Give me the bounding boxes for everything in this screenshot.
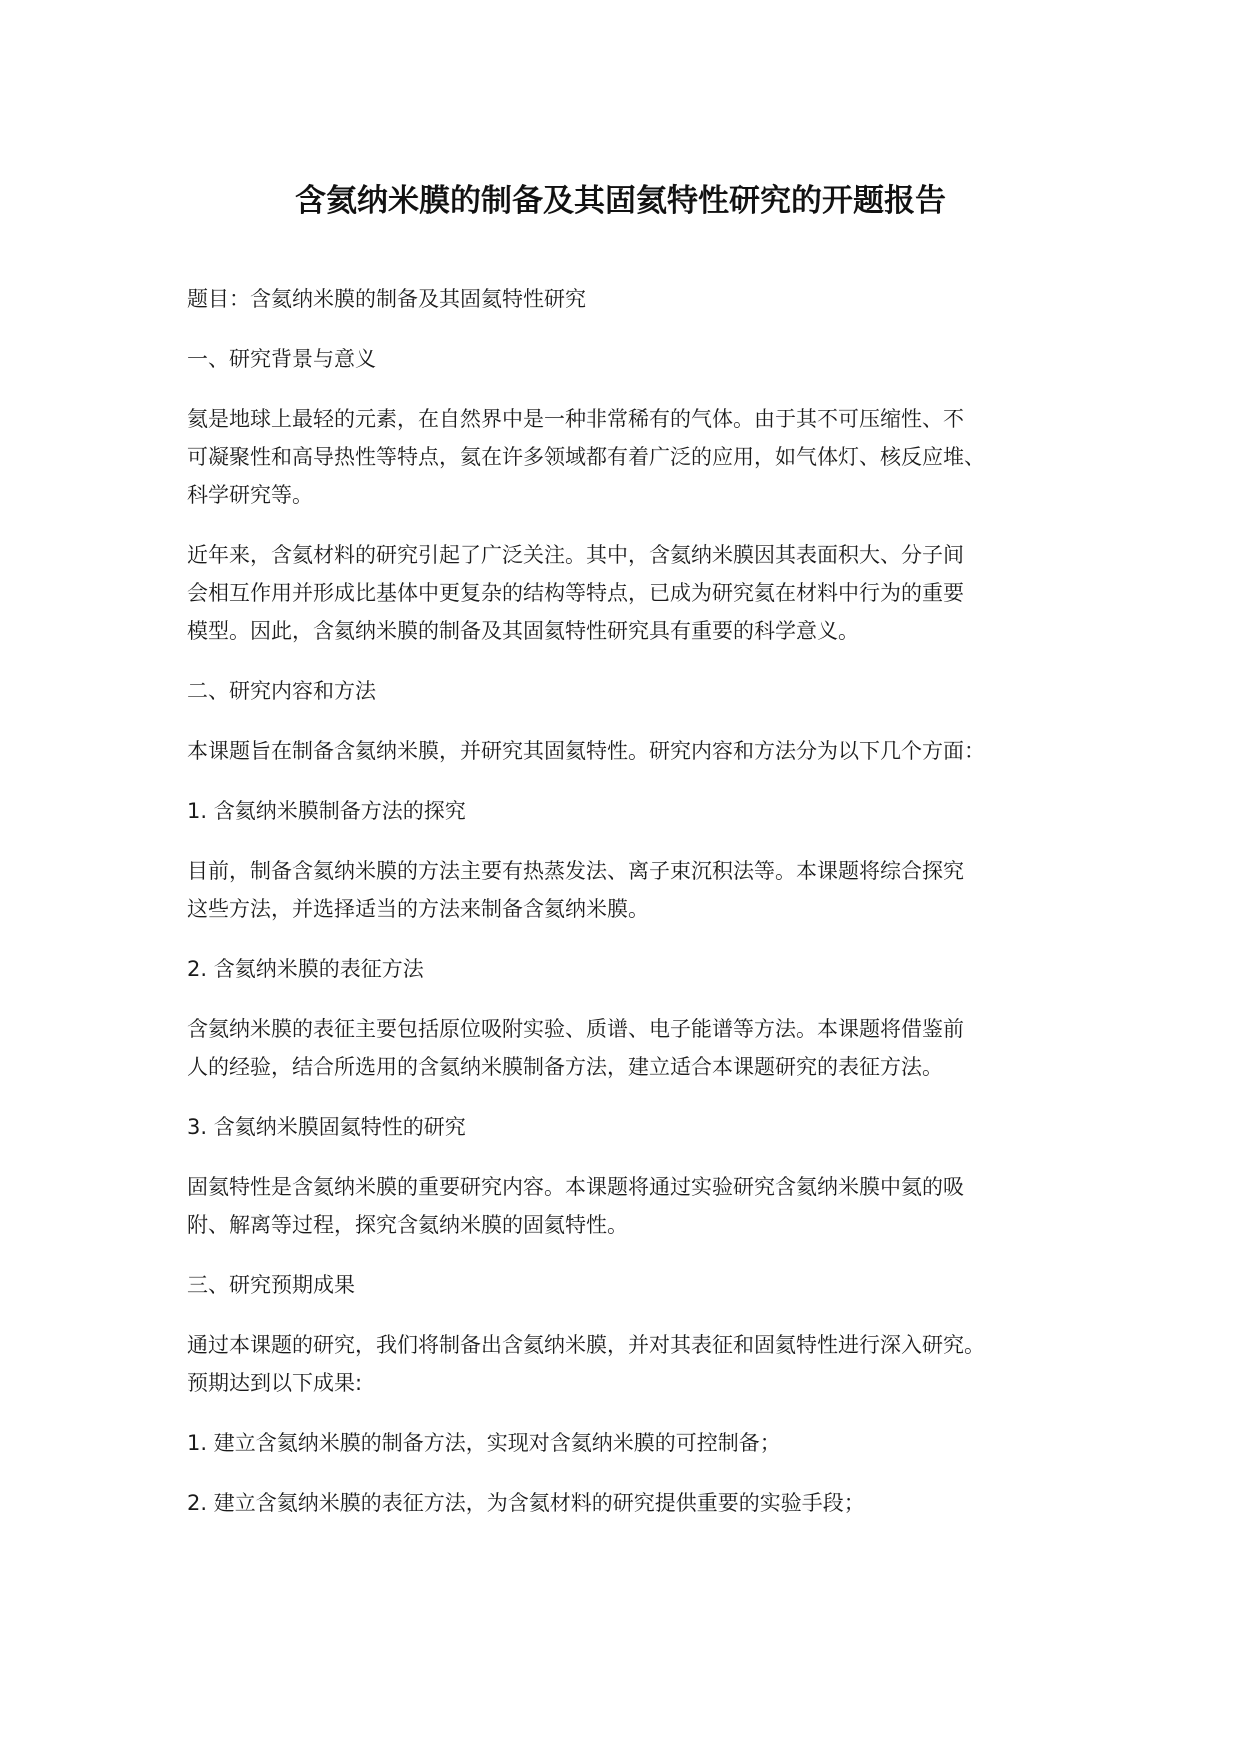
paragraph bbox=[187, 732, 1077, 770]
text-line: 2. 含氦纳米膜的表征方法 bbox=[187, 957, 424, 981]
text-line: 1. 含氦纳米膜制备方法的探究 bbox=[187, 799, 466, 823]
text-line: 预期达到以下成果: bbox=[187, 1371, 363, 1395]
paragraph bbox=[187, 950, 1077, 988]
text-line: 2. 建立含氦纳米膜的表征方法，为含氦材料的研究提供重要的实验手段； bbox=[187, 1491, 865, 1515]
paragraph bbox=[187, 400, 1077, 514]
paragraph bbox=[187, 280, 1077, 318]
paragraph bbox=[187, 1266, 1077, 1304]
paragraph bbox=[187, 1424, 1077, 1462]
text-line: 二、研究内容和方法 bbox=[187, 679, 376, 703]
text-line: 含氦纳米膜的表征主要包括原位吸附实验、质谱、电子能谱等方法。本课题将借鉴前 bbox=[187, 1017, 964, 1041]
text-line: 模型。因此，含氦纳米膜的制备及其固氦特性研究具有重要的科学意义。 bbox=[187, 619, 859, 643]
text-line: 固氦特性是含氦纳米膜的重要研究内容。本课题将通过实验研究含氦纳米膜中氦的吸 bbox=[187, 1175, 964, 1199]
paragraph bbox=[187, 1326, 1077, 1402]
text-line: 人的经验，结合所选用的含氦纳米膜制备方法，建立适合本课题研究的表征方法。 bbox=[187, 1055, 943, 1079]
text-line: 这些方法，并选择适当的方法来制备含氦纳米膜。 bbox=[187, 897, 649, 921]
text-line: 1. 建立含氦纳米膜的制备方法，实现对含氦纳米膜的可控制备； bbox=[187, 1431, 781, 1455]
paragraph bbox=[187, 1168, 1077, 1244]
text-line: 目前，制备含氦纳米膜的方法主要有热蒸发法、离子束沉积法等。本课题将综合探究 bbox=[187, 859, 964, 883]
text-line: 科学研究等。 bbox=[187, 483, 313, 507]
paragraph bbox=[187, 340, 1077, 378]
text-line: 题目：含氦纳米膜的制备及其固氦特性研究 bbox=[187, 287, 586, 311]
text-line: 氦是地球上最轻的元素，在自然界中是一种非常稀有的气体。由于其不可压缩性、不 bbox=[187, 407, 964, 431]
text-line: 通过本课题的研究，我们将制备出含氦纳米膜，并对其表征和固氦特性进行深入研究。 bbox=[187, 1333, 985, 1357]
document-title: 含氦纳米膜的制备及其固氦特性研究的开题报告 bbox=[295, 183, 946, 219]
text-line: 3. 含氦纳米膜固氦特性的研究 bbox=[187, 1115, 466, 1139]
paragraph bbox=[187, 672, 1077, 710]
text-line: 附、解离等过程，探究含氦纳米膜的固氦特性。 bbox=[187, 1213, 628, 1237]
text-line: 本课题旨在制备含氦纳米膜，并研究其固氦特性。研究内容和方法分为以下几个方面： bbox=[187, 739, 985, 763]
paragraph bbox=[187, 1010, 1077, 1086]
paragraph bbox=[187, 852, 1077, 928]
text-line: 三、研究预期成果 bbox=[187, 1273, 355, 1297]
document-body bbox=[187, 280, 1077, 1544]
text-line: 近年来，含氦材料的研究引起了广泛关注。其中，含氦纳米膜因其表面积大、分子间 bbox=[187, 543, 964, 567]
paragraph bbox=[187, 1108, 1077, 1146]
text-line: 可凝聚性和高导热性等特点，氦在许多领域都有着广泛的应用，如气体灯、核反应堆、 bbox=[187, 445, 985, 469]
paragraph bbox=[187, 536, 1077, 650]
text-line: 一、研究背景与意义 bbox=[187, 347, 376, 371]
paragraph bbox=[187, 1484, 1077, 1522]
paragraph bbox=[187, 792, 1077, 830]
text-line: 会相互作用并形成比基体中更复杂的结构等特点，已成为研究氦在材料中行为的重要 bbox=[187, 581, 964, 605]
